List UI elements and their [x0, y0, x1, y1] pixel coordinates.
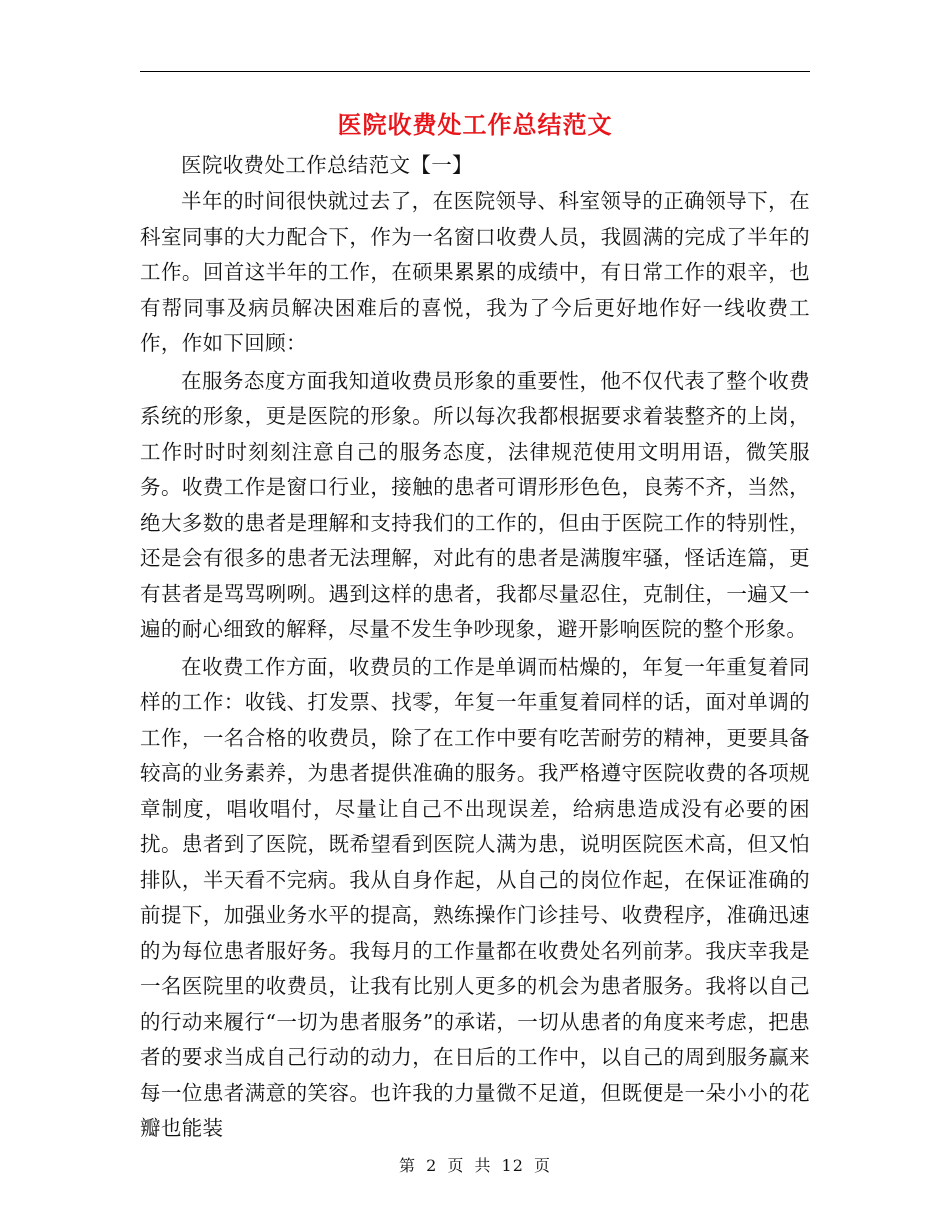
document-title: 医院收费处工作总结范文 — [337, 110, 613, 139]
section-subtitle: 医院收费处工作总结范文【一】 — [181, 153, 473, 177]
paragraph-intro: 半年的时间很快就过去了，在医院领导、科室领导的正确领导下，在科室同事的大力配合下，作为一名窗口收费人员，我圆满的完成了半年的工作。回首这半年的工作，在硕果累累的成绩中，有日常工作的艰辛，也有帮同事及病员解决困难后的喜悦，我为了今后更好地作好一线收费工作，作如下回顾： — [140, 189, 810, 355]
header-rule — [140, 71, 810, 72]
page-number-footer: 第 2 页 共 12 页 — [399, 1156, 551, 1175]
document-body — [140, 148, 810, 1147]
paragraph-billing-work: 在收费工作方面，收费员的工作是单调而枯燥的，年复一年重复着同样的工作：收钱、打发票、找零，年复一年重复着同样的话，面对单调的工作，一名合格的收费员，除了在工作中要有吃苦耐劳的精神，更要具备较高的业务素养，为患者提供准确的服务。我严格遵守医院收费的各项规章制度，唱收唱付，尽量让自己不出现误差，给病患造成没有必要的困扰。患者到了医院，既希望看到医院人满为患，说明医院医术高，但又怕排队，半天看不完病。我从自身作起，从自己的岗位作起，在保证准确的前提下，加强业务水平的提高，熟练操作门诊挂号、收费程序，准确迅速的为每位患者服好务。我每月的工作量都在收费处名列前茅。我庆幸我是一名医院里的收费员，让我有比别人更多的机会为患者服务。我将以自己的行动来履行“一切为患者服务”的承诺，一切从患者的角度来考虑，把患者的要求当成自己行动的动力，在日后的工作中，以自己的周到服务赢来每一位患者满意的笑容。也许我的力量微不足道，但既便是一朵小小的花瓣也能装 — [140, 654, 810, 1140]
paragraph-service-attitude: 在服务态度方面我知道收费员形象的重要性，他不仅代表了整个收费系统的形象，更是医院的形象。所以每次我都根据要求着装整齐的上岗，工作时时时刻刻注意自己的服务态度，法律规范使用文明用语，微笑服务。收费工作是窗口行业，接触的患者可谓形形色色，良莠不齐，当然，绝大多数的患者是理解和支持我们的工作的，但由于医院工作的特别性，还是会有很多的患者无法理解，对此有的患者是满腹牢骚，怪话连篇，更有甚者是骂骂咧咧。遇到这样的患者，我都尽量忍住，克制住，一遍又一遍的耐心细致的解释，尽量不发生争吵现象，避开影响医院的整个形象。 — [140, 368, 810, 641]
